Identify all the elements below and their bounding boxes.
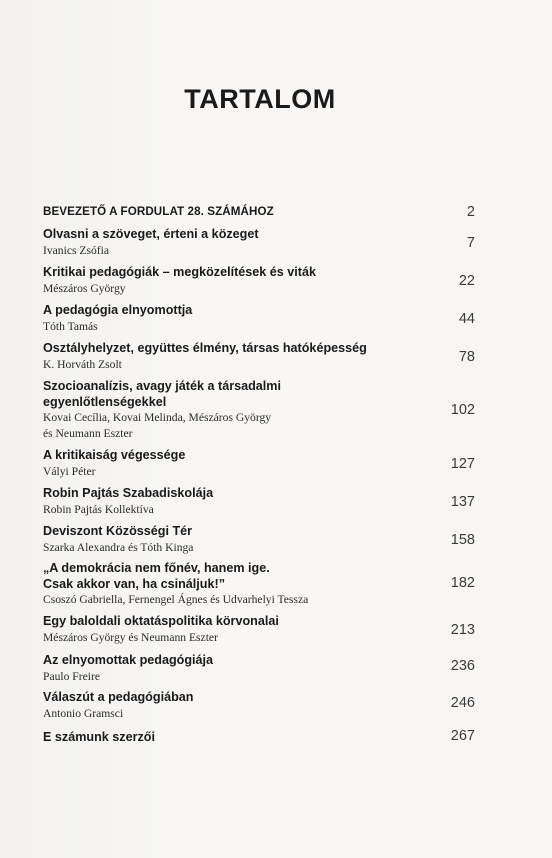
entry-title: Az elnyomottak pedagógiája (43, 653, 214, 667)
toc-entry (43, 614, 475, 645)
entry-page: 236 (450, 658, 475, 674)
toc-entry (43, 379, 475, 441)
toc-entry (43, 561, 475, 608)
entry-author: Ivanics Zsófia (43, 243, 109, 257)
entry-author: Mészáros György és Neumann Eszter (43, 630, 218, 644)
entry-page: 22 (458, 273, 475, 289)
entry-page: 246 (450, 695, 475, 711)
entry-title: A pedagógia elnyomottja (43, 303, 193, 317)
entry-page: 182 (450, 575, 475, 591)
entry-author: Mészáros György (43, 281, 126, 295)
entry-author: Szarka Alexandra és Tóth Kinga (43, 540, 194, 554)
entry-title: „A demokrácia nem főnév, hanem ige. (43, 561, 270, 575)
entry-author: Vályi Péter (43, 464, 96, 478)
entry-page: 158 (450, 532, 475, 548)
entry-title: Szocioanalízis, avagy játék a társadalmi (43, 379, 281, 393)
entry-title: Kritikai pedagógiák – megközelítések és viták (43, 265, 316, 279)
entry-title: A kritikaiság végessége (43, 448, 186, 462)
entry-title: Deviszont Közösségi Tér (43, 524, 193, 538)
toc-entry (43, 341, 475, 372)
entry-page: 267 (450, 728, 475, 744)
entry-title-line2: Csak akkor van, ha csináljuk!” (43, 576, 225, 591)
toc-entry (43, 486, 475, 517)
toc-entry (43, 303, 475, 334)
entry-page: 2 (466, 204, 475, 220)
entry-page: 213 (450, 622, 475, 638)
entry-author: K. Horváth Zsolt (43, 357, 122, 371)
entry-title: Robin Pajtás Szabadiskolája (43, 486, 214, 500)
entry-page: 137 (450, 494, 475, 510)
entry-page: 78 (458, 349, 475, 365)
entry-title: E számunk szerzői (43, 730, 155, 744)
entry-title: BEVEZETŐ A FORDULAT 28. SZÁMÁHOZ (43, 205, 274, 218)
toc-entry (43, 653, 475, 684)
toc-entry (43, 448, 475, 479)
entry-author-line2: és Neumann Eszter (43, 426, 133, 440)
entry-author: Paulo Freire (43, 669, 100, 683)
entry-author: Kovai Cecília, Kovai Melinda, Mészáros György (43, 411, 272, 424)
entry-title: Olvasni a szöveget, érteni a közeget (43, 227, 259, 241)
toc-entry (43, 730, 475, 746)
toc-entry (43, 204, 475, 220)
entry-page: 102 (450, 402, 475, 418)
toc-entry (43, 265, 475, 296)
entry-author: Antonio Gramsci (43, 706, 124, 720)
toc-entry (43, 690, 475, 721)
toc-entry (43, 227, 475, 258)
entry-page: 127 (450, 456, 475, 472)
entry-author: Robin Pajtás Kollektíva (43, 502, 154, 516)
entry-title: Egy baloldali oktatáspolitika körvonalai (43, 614, 279, 628)
entry-author: Csoszó Gabriella, Fernengel Ágnes és Udvarhelyi Tessza (43, 593, 309, 606)
page-title: TARTALOM (184, 84, 336, 114)
entry-title: Osztályhelyzet, együttes élmény, társas hatóképesség (43, 341, 367, 355)
entry-title: Válaszút a pedagógiában (43, 690, 194, 704)
toc-entry (43, 524, 475, 555)
entry-title-line2: egyenlőtlenségekkel (43, 394, 167, 409)
entry-page: 44 (458, 311, 475, 327)
entry-page: 7 (466, 235, 475, 251)
entry-author: Tóth Tamás (43, 319, 98, 333)
